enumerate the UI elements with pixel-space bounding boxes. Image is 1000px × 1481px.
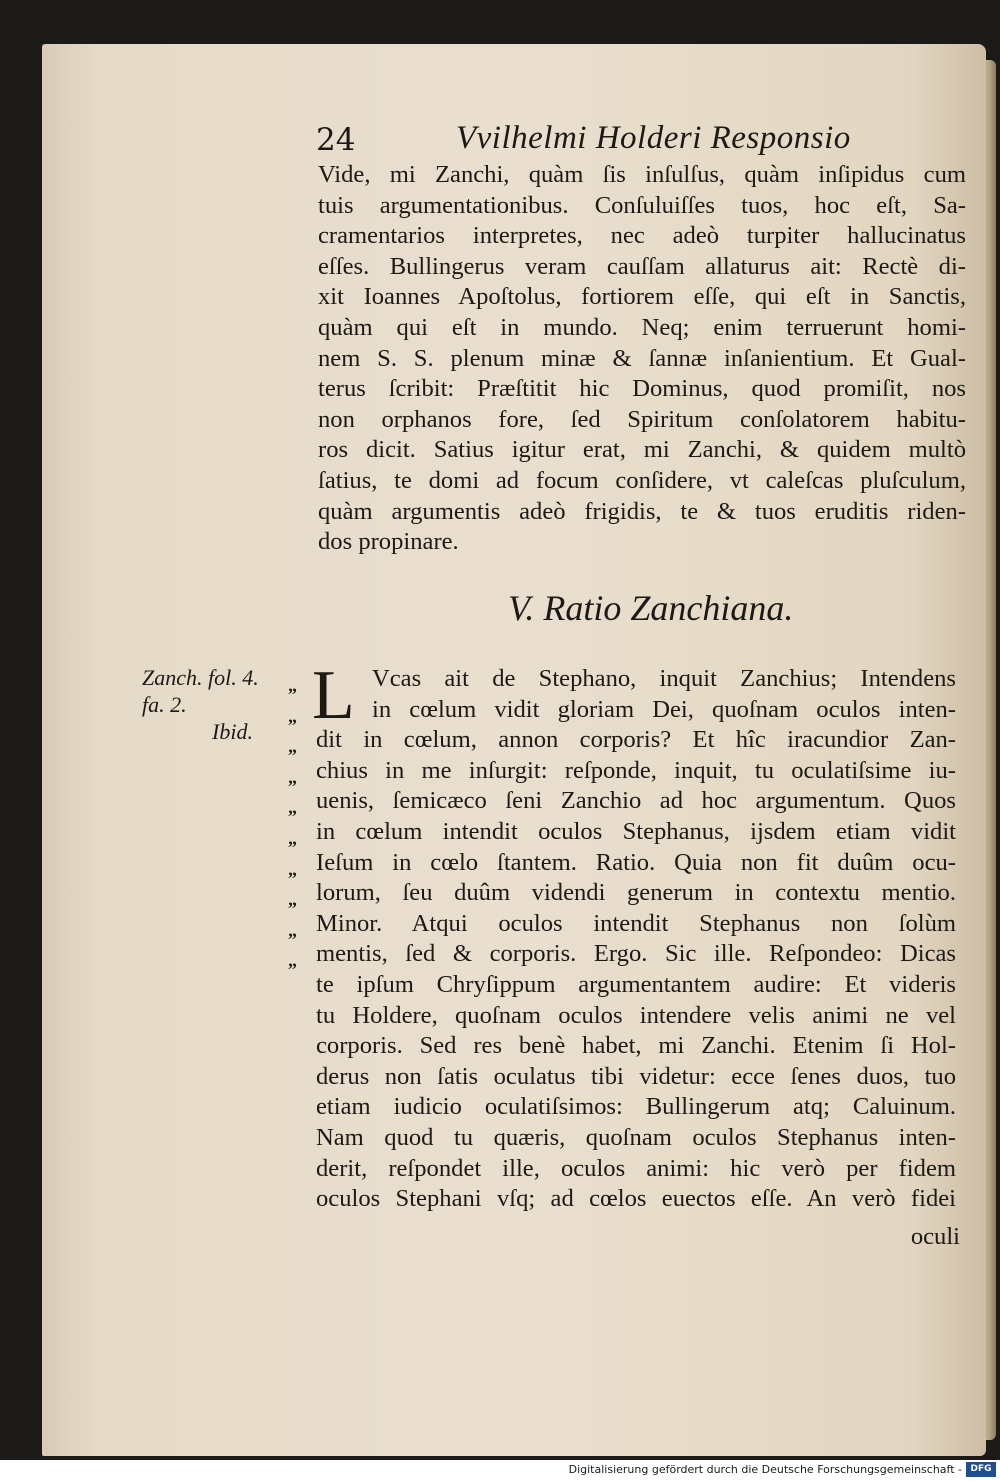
marginal-note-reference: Zanch. fol. 4. <box>142 665 259 690</box>
text-line: uenis, ſemicæco ſeni Zanchio ad hoc argumentum. Quos <box>316 787 956 815</box>
paragraph-1 <box>318 160 966 558</box>
quote-mark: „ <box>288 766 297 787</box>
text-line: oculos Stephani vſq; ad cœlos euectos eſſe. An verò fidei <box>316 1185 956 1213</box>
text-line: non orphanos fore, ſed Spiritum conſolatorem habitu- <box>318 405 966 433</box>
quote-mark: „ <box>288 889 297 910</box>
page-number: 24 <box>316 122 356 158</box>
text-line: cramentarios interpretes, nec adeò turpiter hallucinatus <box>318 222 966 250</box>
quote-mark: „ <box>288 827 297 848</box>
marginal-note-reference: fa. 2. <box>142 692 187 717</box>
text-line: in cœlum intendit oculos Stephanus, ijsdem etiam vidit <box>316 817 956 845</box>
text-line: ros dicit. Satius igitur erat, mi Zanchi, & quidem multò <box>318 436 966 464</box>
running-header <box>316 118 851 162</box>
catchword: oculi <box>910 1223 960 1250</box>
quote-mark: „ <box>288 919 297 940</box>
text-line: nem S. S. plenum minæ & ſannæ inſanientium. Et Gual- <box>318 344 966 372</box>
footer-bar <box>0 1460 1000 1481</box>
text-line: terus ſcribit: Præſtitit hic Dominus, quod promiſit, nos <box>318 375 966 403</box>
text-line: Minor. Atqui oculos intendit Stephanus non ſolùm <box>316 909 956 937</box>
text-line: Vide, mi Zanchi, quàm ſis inſulſus, quàm inſipidus cum <box>318 161 966 188</box>
text-line: derit, reſpondet ille, oculos animi: hic verò per fidem <box>316 1154 956 1182</box>
paragraph-2 <box>316 664 956 1215</box>
quotation-marks-column <box>288 670 312 976</box>
text-line: dos propinare. <box>318 528 459 556</box>
quote-mark: „ <box>288 950 297 971</box>
quote-mark: „ <box>288 705 297 726</box>
section-heading: V. Ratio Zanchiana. <box>508 588 794 628</box>
text-line: te ipſum Chryſippum argumentantem audire: Et videris <box>316 970 956 998</box>
dfg-logo-icon[interactable]: DFG <box>966 1462 996 1477</box>
text-line: xit Ioannes Apoſtolus, fortiorem eſſe, qui eſt in Sanctis, <box>318 283 966 311</box>
text-line: lorum, ſeu duûm videndi generum in contextu mentio. <box>316 879 956 907</box>
text-line: dit in cœlum, annon corporis? Et hîc iracundior Zan- <box>316 726 956 754</box>
text-line: derus non ſatis oculatus tibi videtur: ecce ſenes duos, tuo <box>316 1062 956 1090</box>
text-line: Vcas ait de Stephano, inquit Zanchius; Intendens <box>372 665 956 692</box>
quote-mark: „ <box>288 858 297 879</box>
text-line: corporis. Sed res benè habet, mi Zanchi. Etenim ſi Hol- <box>316 1032 956 1060</box>
text-line: Nam quod tu quæris, quoſnam oculos Stephanus inten- <box>316 1123 956 1151</box>
running-title: Vvilhelmi Holderi Responsio <box>456 120 851 156</box>
quote-mark: „ <box>288 797 297 818</box>
text-line: eſſes. Bullingerus veram cauſſam allaturus ait: Rectè di- <box>318 252 966 280</box>
text-line: mentis, ſed & corporis. Ergo. Sic ille. Reſpondeo: Dicas <box>316 940 956 968</box>
text-line: Ieſum in cœlo ſtantem. Ratio. Quia non fit duûm ocu- <box>316 848 956 876</box>
text-line: tuis argumentationibus. Conſuluiſſes tuos, hoc eſt, Sa- <box>318 191 966 219</box>
text-line: chius in me inſurgit: reſponde, inquit, tu oculatiſsime iu- <box>316 756 956 784</box>
drop-cap: L <box>312 657 355 734</box>
text-line: ſatius, te domi ad focum conſidere, vt caleſcas pluſculum, <box>318 466 966 494</box>
text-line: in cœlum vidit gloriam Dei, quoſnam oculos inten- <box>372 695 956 723</box>
text-line: quàm qui eſt in mundo. Neq; enim terruerunt homi- <box>318 313 966 341</box>
quote-mark: „ <box>288 736 297 757</box>
text-line: etiam iudicio oculatiſsimos: Bullingerum atq; Caluinum. <box>316 1093 956 1121</box>
text-line: quàm argumentis adeò frigidis, te & tuos eruditis riden- <box>318 497 966 525</box>
marginal-note-ibid: Ibid. <box>212 719 253 744</box>
footer-credit: Digitalisierung gefördert durch die Deutsche Forschungsgemeinschaft - <box>568 1463 962 1476</box>
text-line: tu Holdere, quoſnam oculos intendere velis animi ne vel <box>316 1001 956 1029</box>
quote-mark: „ <box>288 675 297 695</box>
marginal-notes <box>142 664 284 745</box>
